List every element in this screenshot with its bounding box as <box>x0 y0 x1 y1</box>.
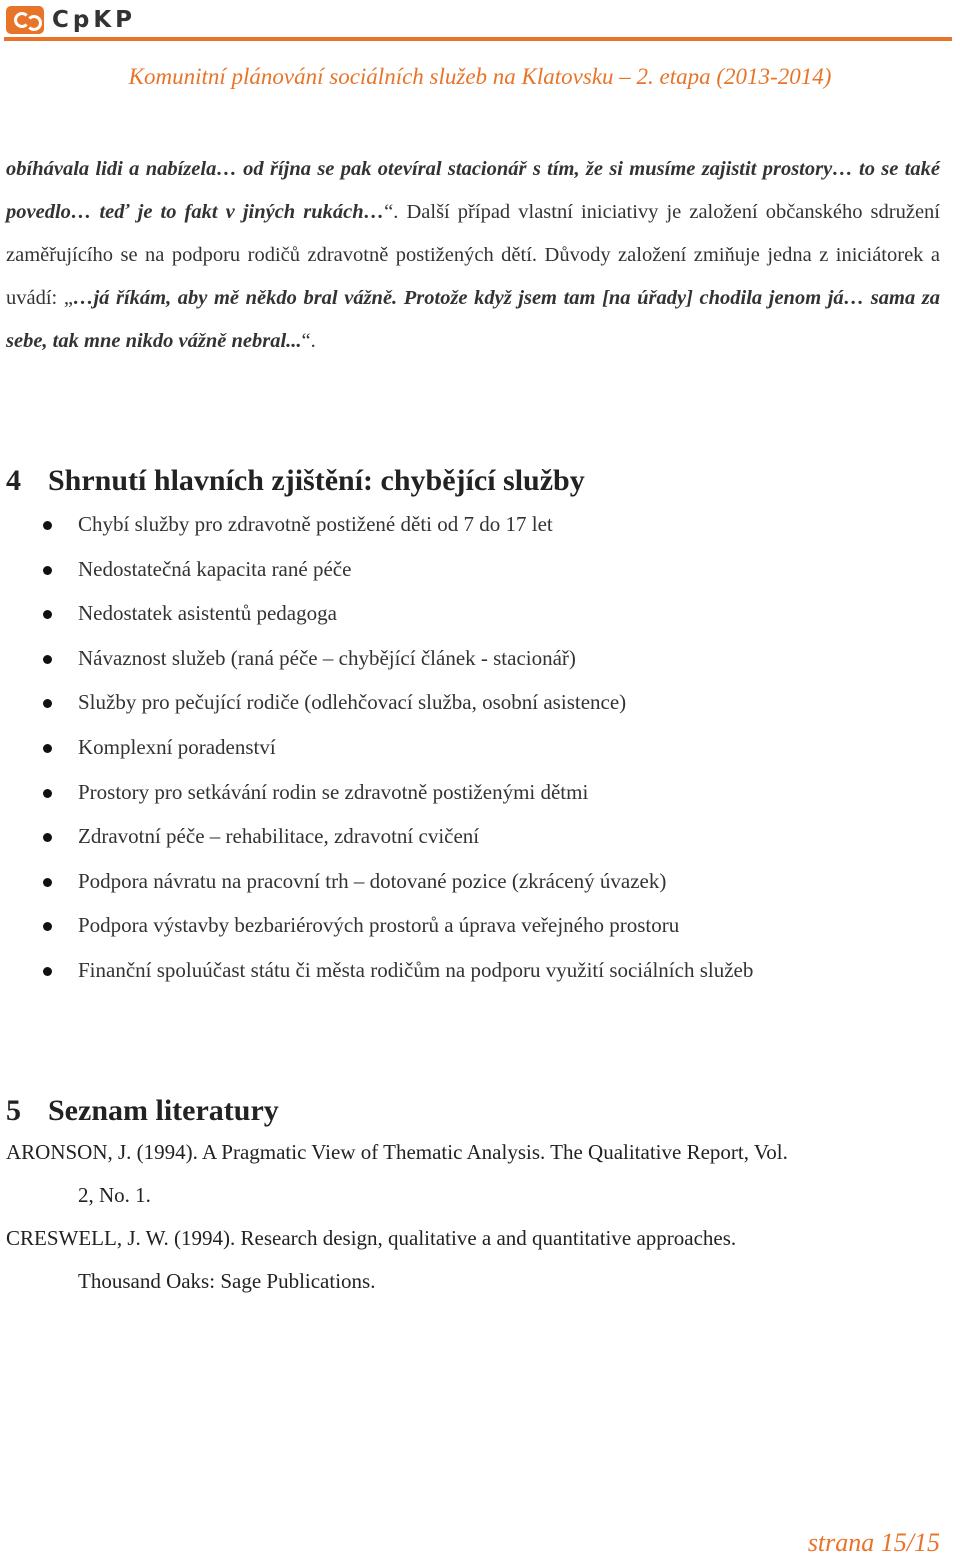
section-title: Seznam literatury <box>48 1094 279 1127</box>
list-item: Podpora návratu na pracovní trh – dotované pozice (zkrácený úvazek) <box>0 859 960 904</box>
section-heading-5 <box>6 1094 279 1128</box>
list-item: Služby pro pečující rodiče (odlehčovací služba, osobní asistence) <box>0 680 960 725</box>
bullet-icon <box>43 744 52 753</box>
reference-item <box>6 1131 940 1217</box>
paragraph-end: “. <box>301 330 316 352</box>
page-number: strana 15/15 <box>807 1528 940 1557</box>
list-item: Chybí služby pro zdravotně postižené děti od 7 do 17 let <box>0 502 960 547</box>
list-item: Nedostatečná kapacita rané péče <box>0 547 960 592</box>
reference-continuation: 2, No. 1. <box>78 1183 151 1207</box>
list-item: Prostory pro setkávání rodin se zdravotně postiženými dětmi <box>0 770 960 815</box>
body-paragraph <box>6 148 940 363</box>
reference-text: CRESWELL, J. W. (1994). Research design, qualitative a and quantitative approaches. <box>6 1226 737 1250</box>
bullet-icon <box>43 655 52 664</box>
references-list <box>6 1131 940 1303</box>
paragraph-text: “. Další případ vlastní iniciativy je založení občanského sdružení zaměřujícího se na podporu rodičů zdravotně postižených dětí. Důvody založení zmiňuje jedna z iniciátorek a uvádí: „ <box>6 201 940 309</box>
cpkp-logo <box>6 4 136 36</box>
header-divider <box>4 37 952 41</box>
section-number: 5 <box>6 1094 21 1127</box>
bullet-icon <box>43 566 52 575</box>
bullet-icon <box>43 521 52 530</box>
logo-text: CpKP <box>52 7 137 33</box>
bullet-icon <box>43 833 52 842</box>
quote-1: obíhávala lidi a nabízela… od října se pak otevíral stacionář s tím, že si musíme zajistit prostory… to se také povedlo… teď je to fakt v jiných rukách… <box>6 158 940 223</box>
bullet-icon <box>43 789 52 798</box>
reference-item <box>6 1217 940 1303</box>
list-item: Podpora výstavby bezbariérových prostorů a úprava veřejného prostoru <box>0 903 960 948</box>
quote-2: …já říkám, aby mě někdo bral vážně. Protože když jsem tam [na úřady] chodila jenom já… sama za sebe, tak mne nikdo vážně nebral... <box>6 287 941 352</box>
document-subtitle: Komunitní plánování sociálních služeb na Klatovsku – 2. etapa (2013-2014) <box>128 64 832 89</box>
list-item: Návaznost služeb (raná péče – chybějící článek - stacionář) <box>0 636 960 681</box>
section-title: Shrnutí hlavních zjištění: chybějící služby <box>48 464 585 497</box>
reference-text: ARONSON, J. (1994). A Pragmatic View of Thematic Analysis. The Qualitative Report, Vol. <box>6 1140 788 1164</box>
list-item: Zdravotní péče – rehabilitace, zdravotní cvičení <box>0 814 960 859</box>
bullet-icon <box>43 922 52 931</box>
bullet-icon <box>43 699 52 708</box>
list-item: Finanční spoluúčast státu či města rodičům na podporu využití sociálních služeb <box>0 948 960 993</box>
cpkp-logo-icon <box>6 6 44 34</box>
section-number: 4 <box>6 464 21 497</box>
bullet-icon <box>43 878 52 887</box>
bullet-icon <box>43 967 52 976</box>
missing-services-list <box>0 502 960 993</box>
list-item: Komplexní poradenství <box>0 725 960 770</box>
list-item: Nedostatek asistentů pedagoga <box>0 591 960 636</box>
reference-continuation: Thousand Oaks: Sage Publications. <box>78 1269 376 1293</box>
section-heading-4 <box>6 464 585 498</box>
bullet-icon <box>43 610 52 619</box>
